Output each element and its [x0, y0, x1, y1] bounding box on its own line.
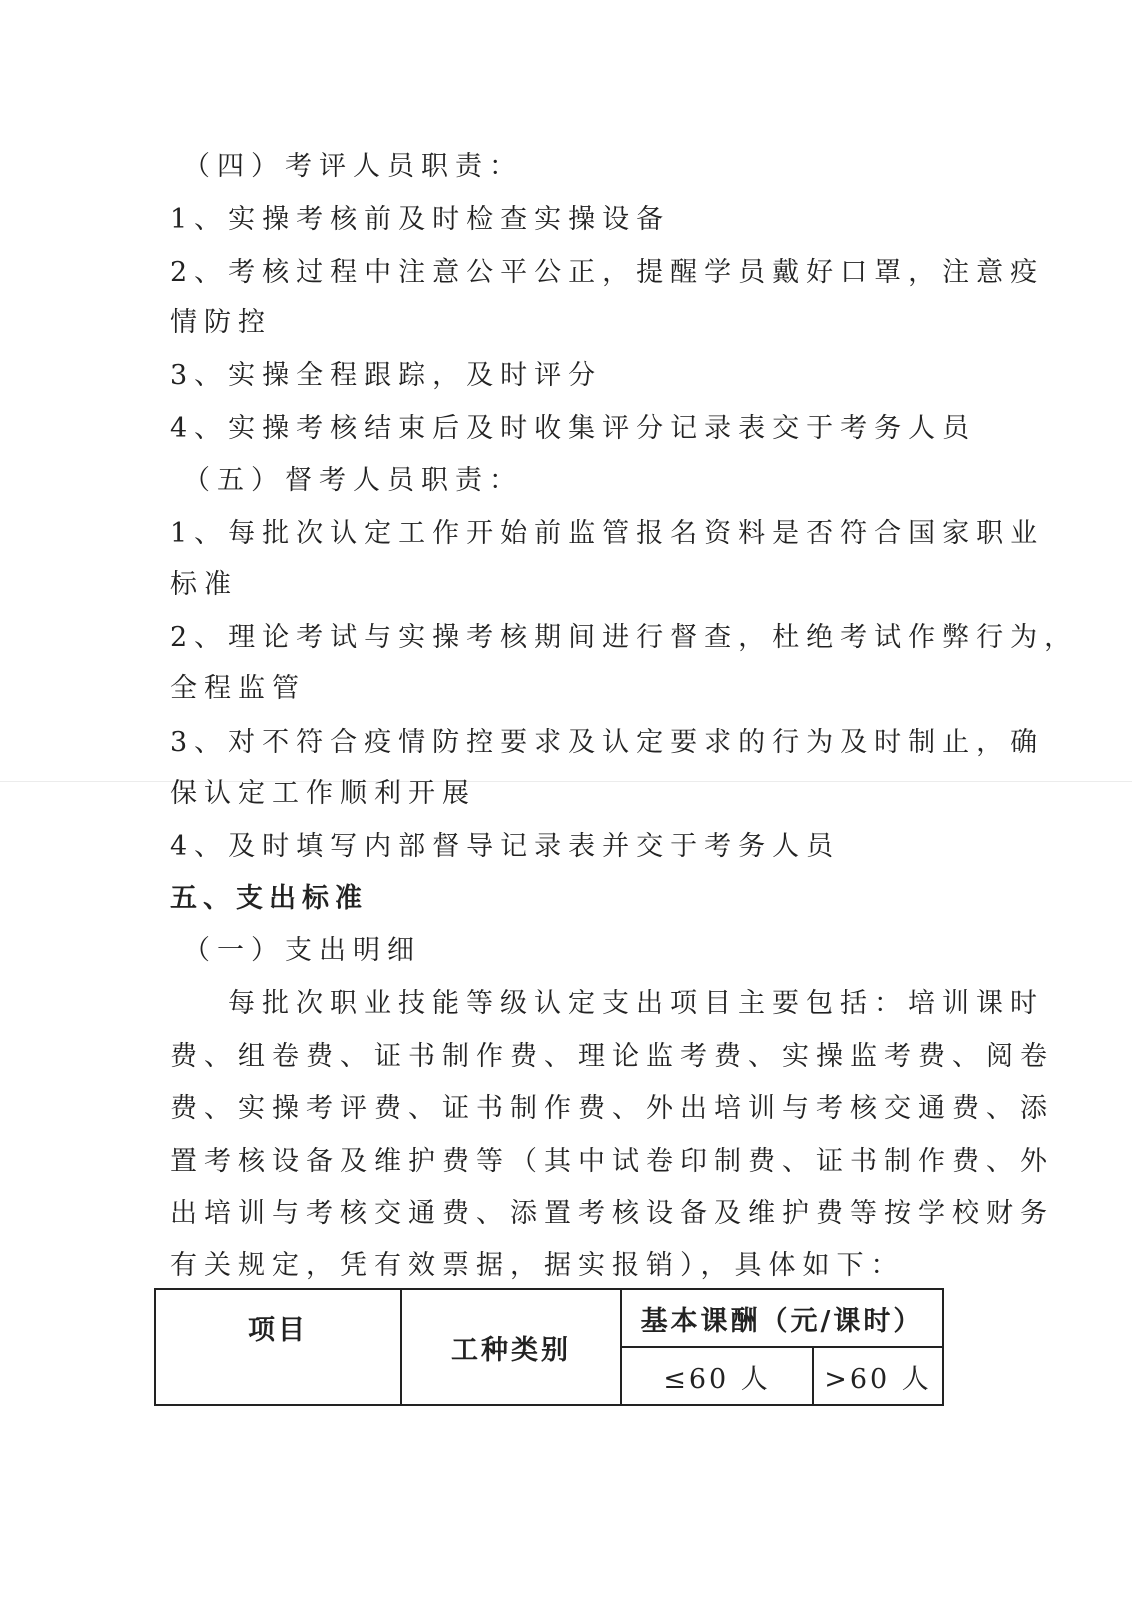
paragraph-line: 费、实操考评费、证书制作费、外出培训与考核交通费、添	[170, 1093, 1054, 1124]
text-line: 3、对不符合疫情防控要求及认定要求的行为及时制止，确	[170, 727, 1045, 758]
text-line: 2、理论考试与实操考核期间进行督查，杜绝考试作弊行为，	[170, 622, 1079, 653]
text-line: 标准	[170, 569, 238, 600]
text-line: 情防控	[170, 307, 272, 338]
paragraph-line: 出培训与考核交通费、添置考核设备及维护费等按学校财务	[170, 1198, 1054, 1229]
section-heading-evaluator-duties: （四）考评人员职责：	[183, 151, 523, 182]
text-line: 全程监管	[170, 673, 306, 704]
subheader-gt-60: >60 人	[813, 1347, 943, 1405]
fee-table	[154, 1288, 944, 1406]
paragraph-line: 置考核设备及维护费等（其中试卷印制费、证书制作费、外	[170, 1146, 1054, 1177]
text-line: 4、实操考核结束后及时收集评分记录表交于考务人员	[170, 413, 977, 444]
text-line: 2、考核过程中注意公平公正，提醒学员戴好口罩，注意疫	[170, 257, 1045, 288]
header-job-type: 工种类别	[401, 1289, 621, 1405]
section-heading-supervisor-duties: （五）督考人员职责：	[183, 465, 523, 496]
paragraph-line: 有关规定，凭有效票据，据实报销），具体如下：	[170, 1250, 905, 1281]
subheader-le-60: ≤60 人	[621, 1347, 813, 1405]
paragraph-line: 每批次职业技能等级认定支出项目主要包括：培训课时	[228, 988, 1044, 1019]
text-line: 1、实操考核前及时检查实操设备	[170, 204, 671, 235]
text-line: 保认定工作顺利开展	[170, 778, 476, 809]
paragraph-line: 费、组卷费、证书制作费、理论监考费、实操监考费、阅卷	[170, 1041, 1054, 1072]
header-item: 项目	[155, 1289, 401, 1405]
text-line: 3、实操全程跟踪，及时评分	[170, 360, 603, 391]
header-basic-fee: 基本课酬（元/课时）	[621, 1289, 943, 1347]
chapter-heading-expense-standards: 五、支出标准	[170, 883, 368, 914]
section-heading-expense-details: （一）支出明细	[183, 935, 421, 966]
text-line: 1、每批次认定工作开始前监管报名资料是否符合国家职业	[170, 518, 1045, 549]
text-line: 4、及时填写内部督导记录表并交于考务人员	[170, 831, 841, 862]
